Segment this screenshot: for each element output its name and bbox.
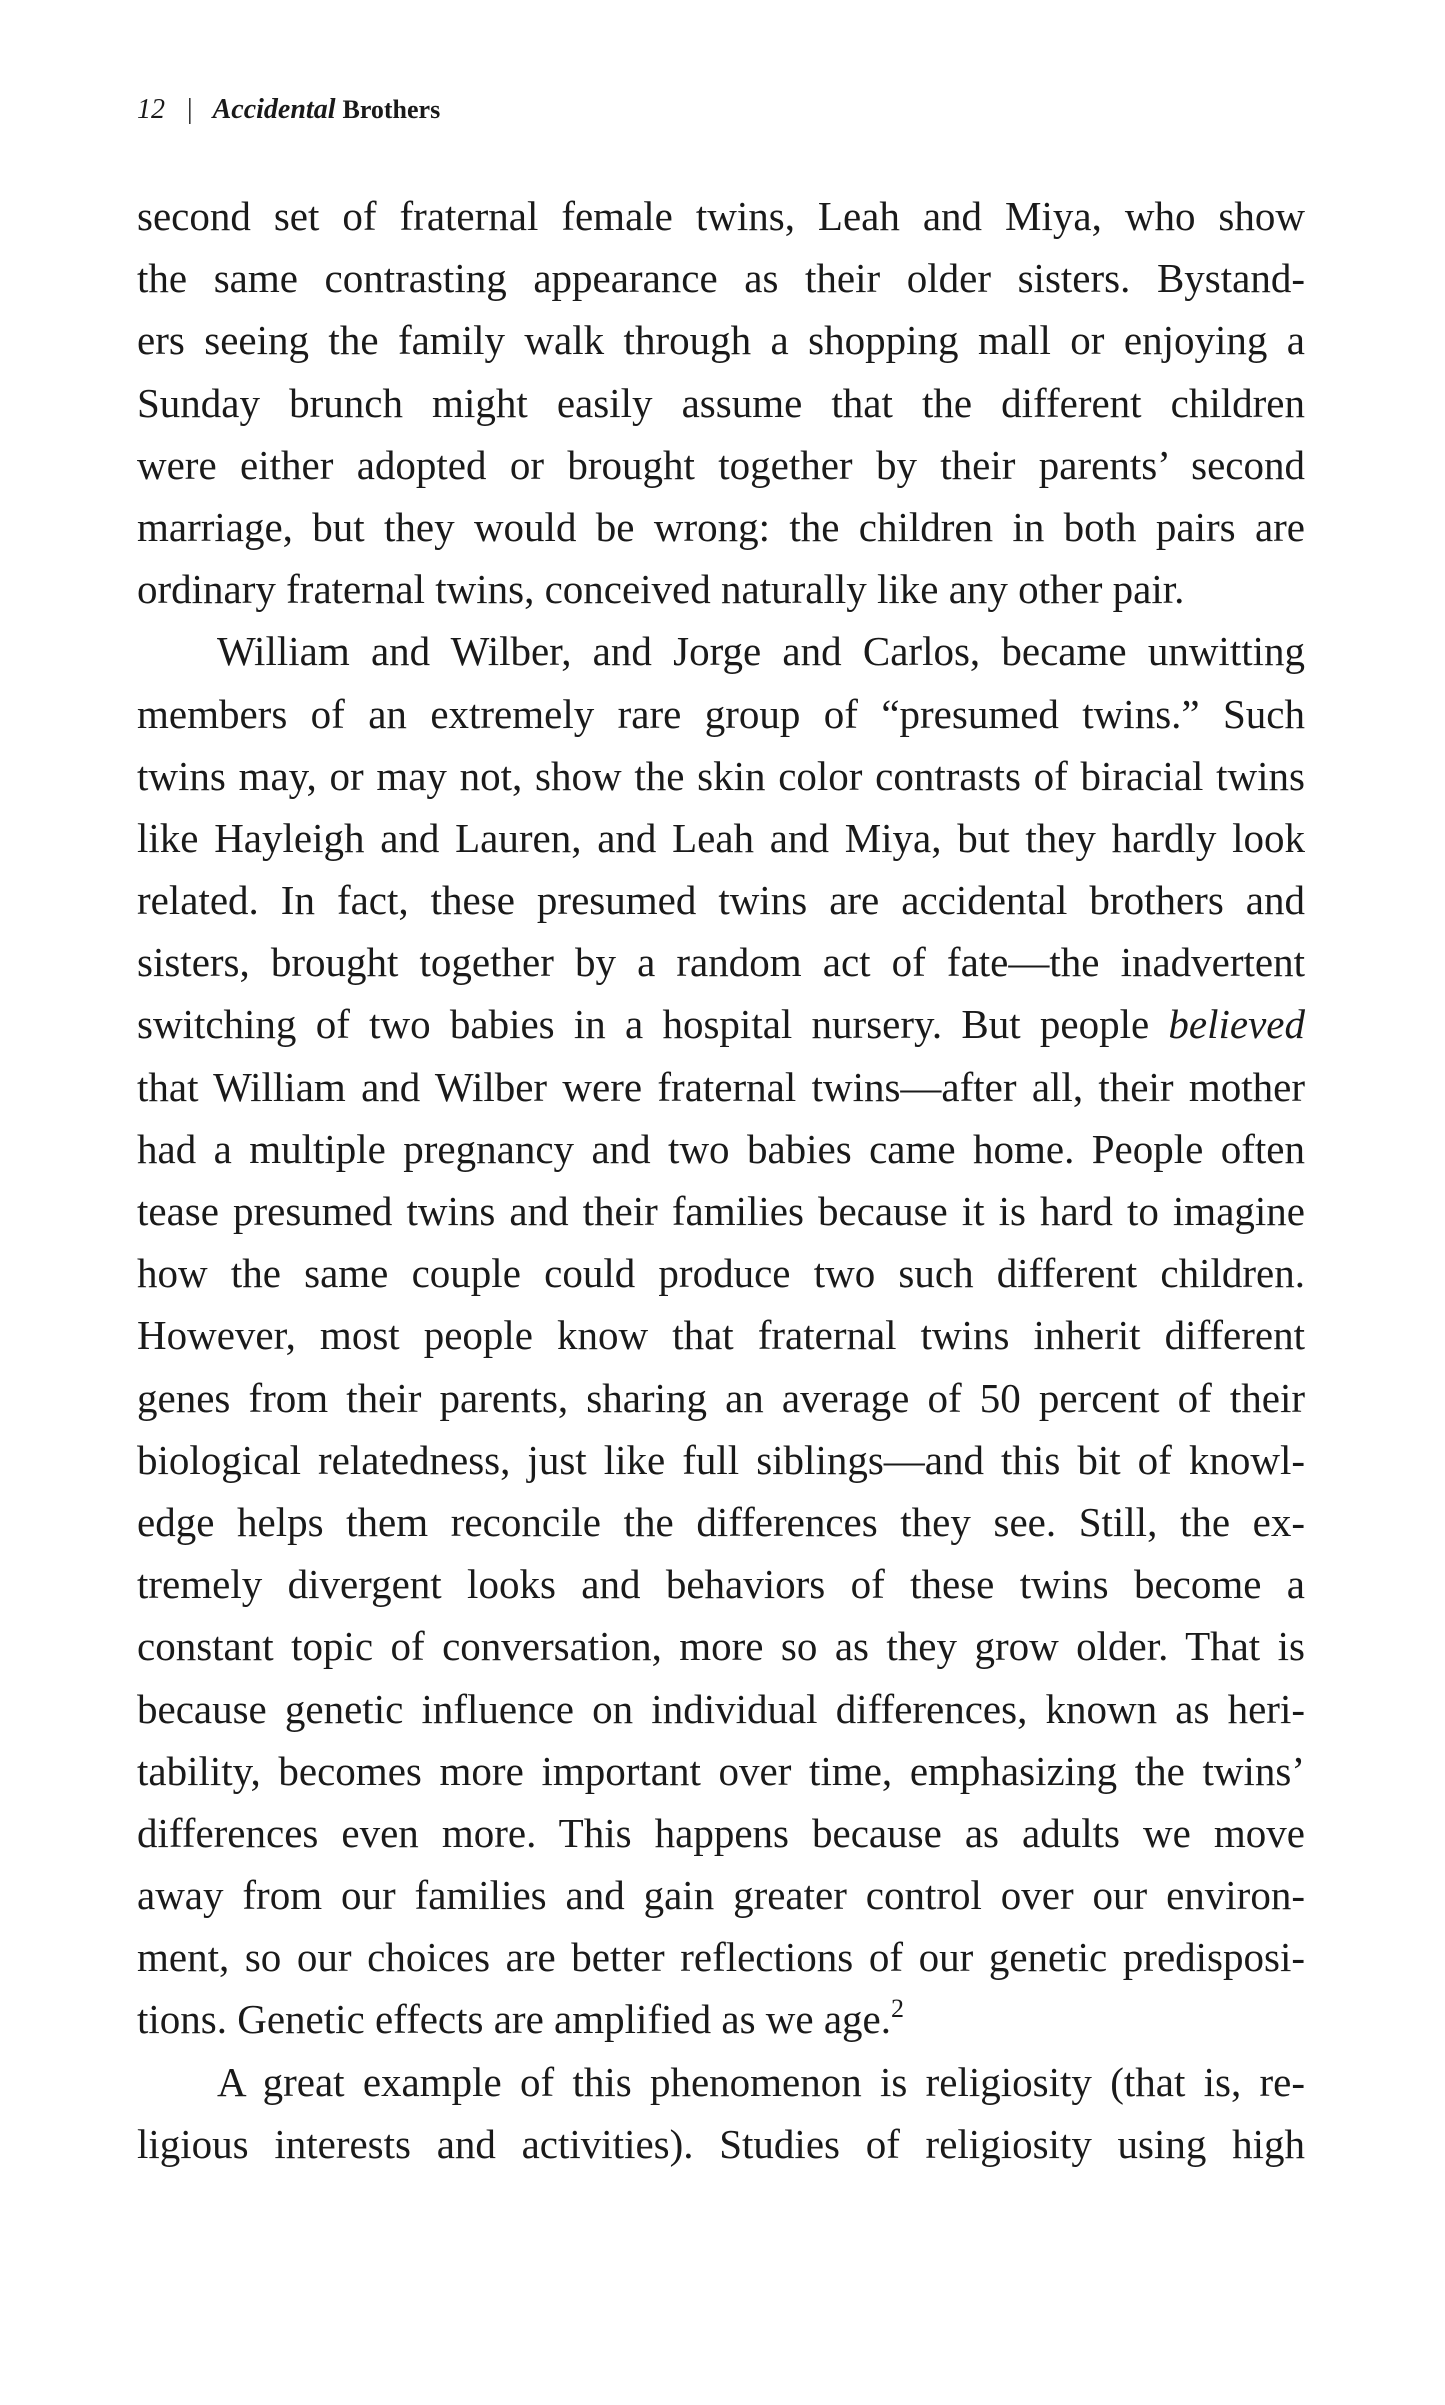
text-line: had a multiple pregnancy and two babies came home. People often xyxy=(137,1125,1305,1172)
text-line: Sunday brunch might easily assume that the different children xyxy=(137,379,1305,426)
text-line-with-footnote xyxy=(137,1988,1305,2050)
text-line: ment, so our choices are better reflections of our genetic predisposi- xyxy=(137,1934,1305,1981)
text-line: marriage, but they would be wrong: the children in both pairs are xyxy=(137,503,1305,550)
text-line: ordinary fraternal twins, conceived naturally like any other pair. xyxy=(137,566,1185,613)
text-line: tremely divergent looks and behaviors of these twins become a xyxy=(137,1561,1305,1608)
italic-word: believed xyxy=(1168,1001,1305,1048)
body-text xyxy=(137,185,1305,2175)
text-line: twins may, or may not, show the skin color contrasts of biracial twins xyxy=(137,752,1305,799)
text-line: biological relatedness, just like full siblings—and this bit of knowl- xyxy=(137,1436,1305,1483)
text-line: ers seeing the family walk through a shopping mall or enjoying a xyxy=(137,317,1305,364)
text-line-with-italic xyxy=(137,993,1305,1055)
text-line: related. In fact, these presumed twins are accidental brothers and xyxy=(137,877,1305,924)
text-line: genes from their parents, sharing an average of 50 percent of their xyxy=(137,1374,1305,1421)
text-line: second set of fraternal female twins, Leah and Miya, who show xyxy=(137,193,1305,239)
book-title-rest: Brothers xyxy=(342,95,441,124)
header-separator: | xyxy=(187,94,193,125)
text-line: A great example of this phenomenon is religiosity (that is, re- xyxy=(217,2058,1305,2105)
text-line: tability, becomes more important over time, emphasizing the twins’ xyxy=(137,1747,1305,1794)
text-line: away from our families and gain greater control over our environ- xyxy=(137,1872,1305,1919)
page-number: 12 xyxy=(137,94,165,125)
book-title-italic: Accidental xyxy=(212,94,336,125)
text-line: However, most people know that fraternal twins inherit different xyxy=(137,1312,1305,1359)
text-line: like Hayleigh and Lauren, and Leah and Miya, but they hardly look xyxy=(137,814,1305,861)
text-line: edge helps them reconcile the differences they see. Still, the ex- xyxy=(137,1498,1305,1545)
text-line: ligious interests and activities). Studies of religiosity using high xyxy=(137,2120,1305,2167)
text-line: sisters, brought together by a random act of fate—the inadvertent xyxy=(137,939,1305,986)
text-line: that William and Wilber were fraternal twins—after all, their mother xyxy=(137,1063,1305,1110)
text-line-segment: switching of two babies in a hospital nursery. But people xyxy=(137,1001,1150,1048)
text-line: because genetic influence on individual differences, known as heri- xyxy=(137,1685,1305,1732)
text-line: constant topic of conversation, more so as they grow older. That is xyxy=(137,1623,1305,1670)
footnote-reference[interactable]: 2 xyxy=(891,1994,904,2024)
text-line-segment: tions. Genetic effects are amplified as we age. xyxy=(137,1996,891,2043)
text-line: members of an extremely rare group of “presumed twins.” Such xyxy=(137,690,1305,737)
text-line: William and Wilber, and Jorge and Carlos, became unwitting xyxy=(217,628,1305,675)
text-line: how the same couple could produce two such different children. xyxy=(137,1250,1305,1297)
text-line: the same contrasting appearance as their older sisters. Bystand- xyxy=(137,255,1305,302)
text-line: differences even more. This happens because as adults we move xyxy=(137,1809,1305,1856)
text-line: tease presumed twins and their families because it is hard to imagine xyxy=(137,1188,1305,1234)
text-line: were either adopted or brought together by their parents’ second xyxy=(137,441,1305,488)
running-head xyxy=(137,92,440,128)
